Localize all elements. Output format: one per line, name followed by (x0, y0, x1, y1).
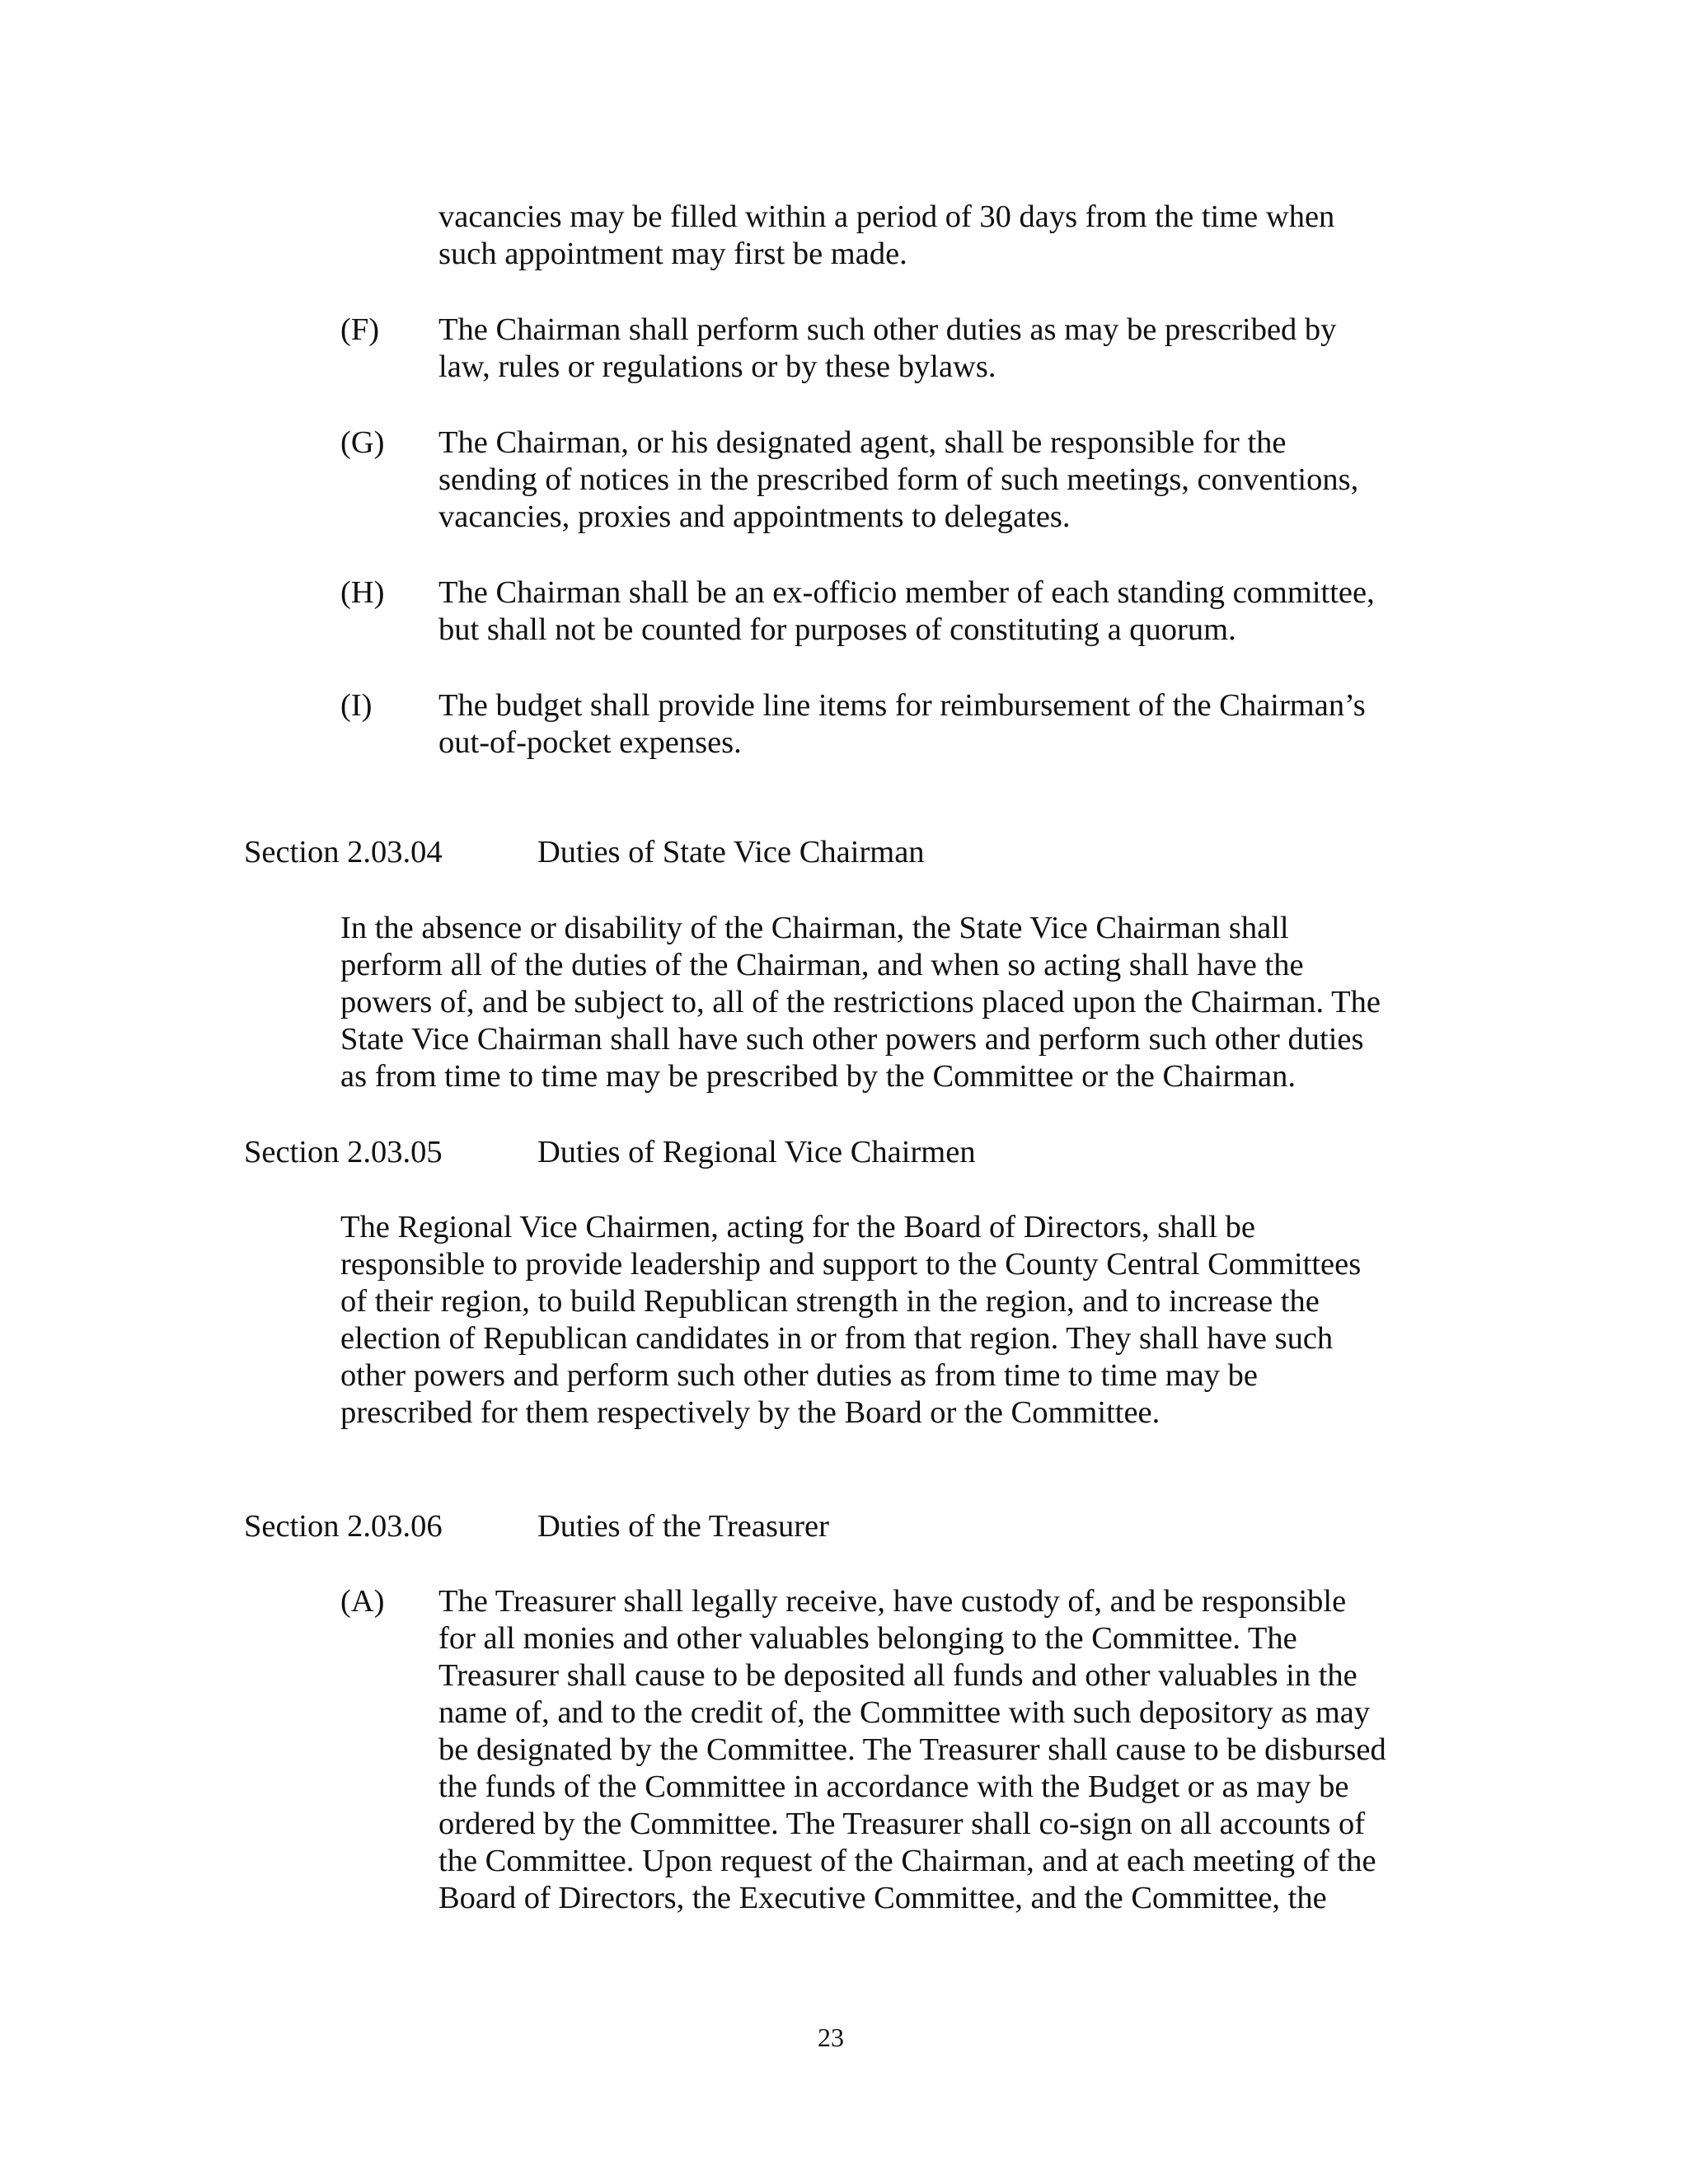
item-label: (H) (340, 575, 385, 610)
text-line: The Treasurer shall legally receive, have custody of, and be responsible (438, 1584, 1347, 1619)
text-line: vacancies, proxies and appointments to delegates. (438, 499, 1071, 534)
page-number: 23 (818, 2022, 844, 2052)
text-line: The Chairman, or his designated agent, shall be responsible for the (438, 425, 1287, 460)
text-line: but shall not be counted for purposes of constituting a quorum. (438, 612, 1236, 647)
text-line: sending of notices in the prescribed form of such meetings, conventions, (438, 462, 1359, 497)
text-line: State Vice Chairman shall have such other powers and perform such other duties (340, 1022, 1364, 1057)
text-line: prescribed for them respectively by the Board or the Committee. (340, 1395, 1160, 1430)
text-line: name of, and to the credit of, the Committee with such depository as may (438, 1695, 1371, 1730)
section-number: Section 2.03.05 (244, 1135, 443, 1169)
text-line: out-of-pocket expenses. (438, 725, 742, 760)
text-line: perform all of the duties of the Chairman, and when so acting shall have the (340, 948, 1304, 982)
text-line: The Regional Vice Chairmen, acting for the Board of Directors, shall be (340, 1210, 1255, 1244)
text-line: vacancies may be filled within a period of 30 days from the time when (438, 199, 1335, 234)
section-title: Duties of State Vice Chairman (537, 835, 925, 869)
text-line: The budget shall provide line items for reimbursement of the Chairman’s (438, 688, 1366, 723)
item-label: (F) (340, 312, 380, 347)
section-number: Section 2.03.04 (244, 835, 443, 869)
text-line: Board of Directors, the Executive Committee, and the Committee, the (438, 1881, 1327, 1915)
text-line: the Committee. Upon request of the Chairman, and at each meeting of the (438, 1844, 1376, 1878)
text-line: responsible to provide leadership and support to the County Central Committees (340, 1247, 1362, 1282)
text-line: for all monies and other valuables belonging to the Committee. The (438, 1621, 1297, 1656)
text-line: In the absence or disability of the Chairman, the State Vice Chairman shall (340, 911, 1289, 945)
text-line: powers of, and be subject to, all of the restrictions placed upon the Chairman. The (340, 985, 1381, 1019)
text-line: law, rules or regulations or by these bylaws. (438, 349, 996, 384)
item-label: (I) (340, 688, 373, 723)
section-number: Section 2.03.06 (244, 1509, 443, 1544)
section-title: Duties of the Treasurer (537, 1509, 829, 1544)
text-line: be designated by the Committee. The Treasurer shall cause to be disbursed (438, 1732, 1386, 1767)
item-label: (A) (340, 1584, 385, 1619)
section-title: Duties of Regional Vice Chairmen (537, 1135, 976, 1169)
text-line: the funds of the Committee in accordance with the Budget or as may be (438, 1769, 1349, 1804)
item-label: (G) (340, 425, 385, 460)
text-line: ordered by the Committee. The Treasurer shall co-sign on all accounts of (438, 1807, 1366, 1841)
text-line: Treasurer shall cause to be deposited all funds and other valuables in the (438, 1658, 1357, 1693)
text-line: such appointment may first be made. (438, 237, 907, 271)
text-line: as from time to time may be prescribed by the Committee or the Chairman. (340, 1059, 1296, 1094)
text-line: The Chairman shall be an ex-officio member of each standing committee, (438, 575, 1375, 610)
text-line: The Chairman shall perform such other duties as may be prescribed by (438, 312, 1337, 347)
text-line: of their region, to build Republican strength in the region, and to increase the (340, 1284, 1320, 1319)
text-line: other powers and perform such other duties as from time to time may be (340, 1358, 1258, 1393)
text-line: election of Republican candidates in or from that region. They shall have such (340, 1321, 1334, 1356)
